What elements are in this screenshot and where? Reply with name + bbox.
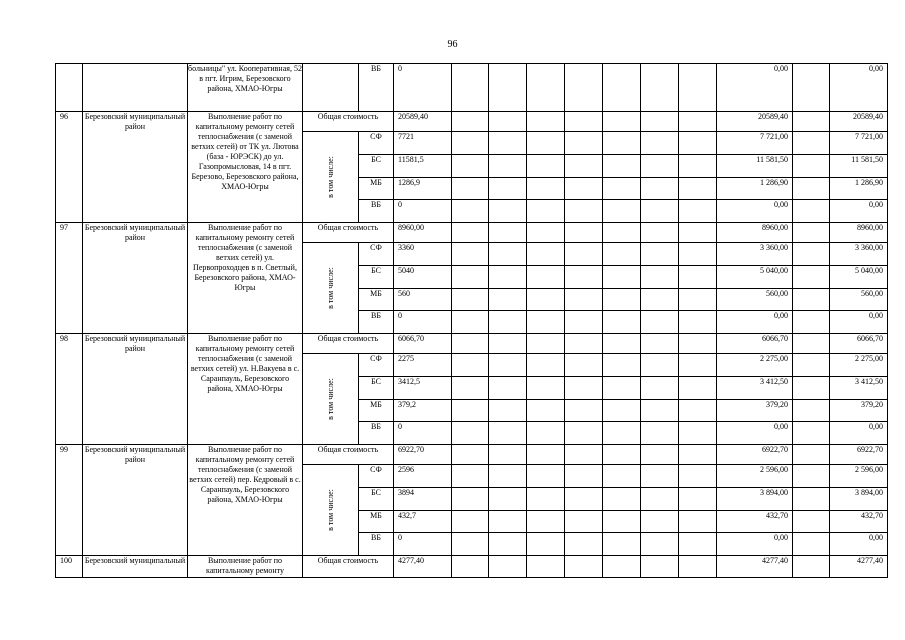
year-value: 2 596,00	[717, 465, 793, 488]
district-cell: Березовский муниципальный район	[83, 112, 188, 223]
description-cell: больницы" ул. Кооперативная, 52 в пгт. Игрим, Березовского района, ХМАО-Югры	[188, 64, 303, 112]
total-value: 6922,70	[830, 445, 888, 465]
year-value: 379,20	[717, 399, 793, 422]
district-cell: Березовский муниципальный	[83, 556, 188, 578]
cost-value: 2275	[394, 354, 452, 377]
total-value: 8960,00	[830, 223, 888, 243]
total-cost-label: Общая стоимость	[303, 556, 394, 578]
source-label: БС	[359, 154, 394, 177]
total-value: 5 040,00	[830, 265, 888, 288]
table-row	[56, 556, 888, 578]
district-cell: Березовский муниципальный район	[83, 445, 188, 556]
cost-value: 3894	[394, 487, 452, 510]
cost-value: 0	[394, 200, 452, 223]
row-number: 96	[56, 112, 83, 223]
including-label: в том числе:	[325, 378, 335, 420]
total-value: 7 721,00	[830, 132, 888, 155]
including-label: в том числе:	[325, 489, 335, 531]
including-label: в том числе:	[325, 156, 335, 198]
including-cell	[303, 243, 359, 334]
total-value: 4277,40	[830, 556, 888, 578]
cost-value: 0	[394, 422, 452, 445]
page-number: 96	[447, 39, 458, 50]
source-label: БС	[359, 376, 394, 399]
including-cell	[303, 354, 359, 445]
year-value: 432,70	[717, 510, 793, 533]
year-value: 0,00	[717, 311, 793, 334]
cost-value: 6922,70	[394, 445, 452, 465]
description-cell: Выполнение работ по капитальному ремонту сетей теплоснабжения (с заменой ветхих сетей) ул. Н.Вакуева в с. Саранпауль, Березовского района, ХМАО-Югры	[188, 334, 303, 445]
year-value: 560,00	[717, 288, 793, 311]
year-value: 11 581,50	[717, 154, 793, 177]
total-value: 2 275,00	[830, 354, 888, 377]
including-cell	[303, 465, 359, 556]
budget-table	[55, 63, 888, 578]
description-cell: Выполнение работ по капитальному ремонту сетей теплоснабжения (с заменой ветхих сетей) от ТК ул. Лютова (база - ЮРЭСК) до ул. Газопромысловая, 14 в пгт. Березово, Березовского района, ХМАО-Югры	[188, 112, 303, 223]
year-value: 2 275,00	[717, 354, 793, 377]
year-value: 6066,70	[717, 334, 793, 354]
source-label: МБ	[359, 288, 394, 311]
cost-value: 3360	[394, 243, 452, 266]
cost-value: 20589,40	[394, 112, 452, 132]
table-row	[56, 112, 888, 132]
year-value: 0,00	[717, 533, 793, 556]
source-label: МБ	[359, 510, 394, 533]
total-value: 2 596,00	[830, 465, 888, 488]
year-value: 20589,40	[717, 112, 793, 132]
row-number	[56, 64, 83, 112]
total-cost-label: Общая стоимость	[303, 445, 394, 465]
description-cell: Выполнение работ по капитальному ремонту	[188, 556, 303, 578]
total-cost-label: Общая стоимость	[303, 112, 394, 132]
source-label: ВБ	[359, 533, 394, 556]
cost-value: 4277,40	[394, 556, 452, 578]
source-label: МБ	[359, 399, 394, 422]
total-value: 11 581,50	[830, 154, 888, 177]
total-value: 0,00	[830, 64, 888, 112]
district-cell	[83, 64, 188, 112]
source-label: СФ	[359, 243, 394, 266]
total-value: 379,20	[830, 399, 888, 422]
year-value: 1 286,90	[717, 177, 793, 200]
total-value: 432,70	[830, 510, 888, 533]
total-value: 3 894,00	[830, 487, 888, 510]
source-label: МБ	[359, 177, 394, 200]
total-value: 0,00	[830, 533, 888, 556]
row-number: 100	[56, 556, 83, 578]
year-value: 6922,70	[717, 445, 793, 465]
table-row	[56, 334, 888, 354]
total-value: 20589,40	[830, 112, 888, 132]
row-number: 98	[56, 334, 83, 445]
total-value: 6066,70	[830, 334, 888, 354]
cost-value: 432,7	[394, 510, 452, 533]
including-label: в том числе:	[325, 267, 335, 309]
including-cell	[303, 132, 359, 223]
district-cell: Березовский муниципальный район	[83, 223, 188, 334]
year-value: 3 412,50	[717, 376, 793, 399]
table-row	[56, 223, 888, 243]
source-label: СФ	[359, 132, 394, 155]
year-value: 3 360,00	[717, 243, 793, 266]
table-row	[56, 64, 888, 112]
year-value: 0,00	[717, 422, 793, 445]
cost-value: 5040	[394, 265, 452, 288]
total-value: 560,00	[830, 288, 888, 311]
cost-value: 6066,70	[394, 334, 452, 354]
source-label: СФ	[359, 465, 394, 488]
cost-value: 7721	[394, 132, 452, 155]
total-value: 3 360,00	[830, 243, 888, 266]
cost-value: 0	[394, 533, 452, 556]
cost-value: 11581,5	[394, 154, 452, 177]
cost-value: 8960,00	[394, 223, 452, 243]
row-number: 97	[56, 223, 83, 334]
total-cost-label: Общая стоимость	[303, 334, 394, 354]
description-cell: Выполнение работ по капитальному ремонту сетей теплоснабжения (с заменой ветхих сетей) ул. Первопроходцев в п. Светлый, Березовского района, ХМАО-Югры	[188, 223, 303, 334]
including-cell	[303, 64, 359, 112]
cost-value: 560	[394, 288, 452, 311]
row-number: 99	[56, 445, 83, 556]
description-cell: Выполнение работ по капитальному ремонту сетей теплоснабжения (с заменой ветхих сетей) пер. Кедровый в с. Саранпауль, Березовского района, ХМАО-Югры	[188, 445, 303, 556]
year-value: 8960,00	[717, 223, 793, 243]
cost-value: 1286,9	[394, 177, 452, 200]
cost-value: 3412,5	[394, 376, 452, 399]
source-label: БС	[359, 265, 394, 288]
total-value: 3 412,50	[830, 376, 888, 399]
district-cell: Березовский муниципальный район	[83, 334, 188, 445]
source-label: ВБ	[359, 64, 394, 112]
year-value: 0,00	[717, 64, 793, 112]
total-value: 1 286,90	[830, 177, 888, 200]
total-value: 0,00	[830, 200, 888, 223]
source-label: ВБ	[359, 422, 394, 445]
cost-value: 0	[394, 64, 452, 112]
year-value: 5 040,00	[717, 265, 793, 288]
table-row	[56, 445, 888, 465]
cost-value: 379,2	[394, 399, 452, 422]
year-value: 7 721,00	[717, 132, 793, 155]
cost-value: 2596	[394, 465, 452, 488]
source-label: ВБ	[359, 200, 394, 223]
total-value: 0,00	[830, 422, 888, 445]
source-label: БС	[359, 487, 394, 510]
total-cost-label: Общая стоимость	[303, 223, 394, 243]
year-value: 0,00	[717, 200, 793, 223]
cost-value: 0	[394, 311, 452, 334]
total-value: 0,00	[830, 311, 888, 334]
source-label: ВБ	[359, 311, 394, 334]
source-label: СФ	[359, 354, 394, 377]
year-value: 4277,40	[717, 556, 793, 578]
year-value: 3 894,00	[717, 487, 793, 510]
